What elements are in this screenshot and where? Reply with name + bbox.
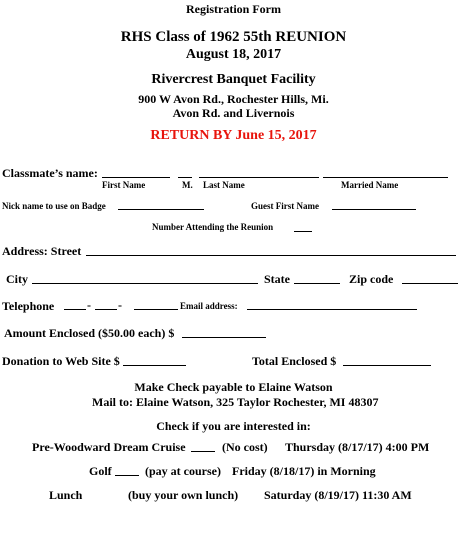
middle-initial-field[interactable] bbox=[178, 177, 192, 178]
event-title: RHS Class of 1962 55th REUNION bbox=[120, 29, 347, 45]
email-label: Email address: bbox=[180, 301, 238, 311]
phone-prefix-field[interactable] bbox=[95, 309, 117, 310]
interest-item-when: Thursday (8/17/17) 4:00 PM bbox=[285, 440, 430, 454]
donation-field[interactable] bbox=[123, 365, 186, 366]
first-name-field[interactable] bbox=[102, 177, 170, 178]
interest-item-cost: (No cost) bbox=[222, 440, 268, 454]
mail-to-text: Mail to: Elaine Watson, 325 Taylor Rochester, MI 48307 bbox=[92, 395, 379, 409]
interest-item-cost: (pay at course) bbox=[145, 464, 221, 478]
city-field[interactable] bbox=[32, 283, 258, 284]
state-label: State bbox=[264, 272, 290, 286]
guest-first-name-label: Guest First Name bbox=[251, 201, 319, 211]
phone-line-number-field[interactable] bbox=[134, 309, 178, 310]
interest-item-cost: (buy your own lunch) bbox=[128, 488, 239, 502]
amount-enclosed-label: Amount Enclosed ($50.00 each) $ bbox=[4, 326, 175, 340]
return-by-notice: RETURN BY June 15, 2017 bbox=[150, 128, 317, 143]
event-date: August 18, 2017 bbox=[185, 47, 282, 62]
interest-item-name: Golf bbox=[89, 464, 112, 478]
venue-address: 900 W Avon Rd., Rochester Hills, Mi. bbox=[138, 92, 329, 106]
number-attending-label: Number Attending the Reunion bbox=[152, 222, 274, 232]
interest-item-name: Lunch bbox=[49, 488, 83, 502]
last-name-caption: Last Name bbox=[203, 180, 245, 190]
golf-checkbox[interactable] bbox=[115, 475, 139, 476]
venue-name: Rivercrest Banquet Facility bbox=[151, 72, 316, 87]
phone-area-code-field[interactable] bbox=[64, 309, 86, 310]
city-label: City bbox=[6, 272, 28, 286]
married-name-caption: Married Name bbox=[341, 180, 399, 190]
zip-code-label: Zip code bbox=[349, 272, 394, 286]
married-name-field[interactable] bbox=[323, 177, 448, 178]
interests-heading: Check if you are interested in: bbox=[156, 419, 311, 433]
number-attending-field[interactable] bbox=[294, 231, 312, 232]
interest-item-when: Friday (8/18/17) in Morning bbox=[232, 464, 376, 478]
zip-code-field[interactable] bbox=[402, 283, 458, 284]
phone-dash-1: - bbox=[87, 298, 91, 312]
middle-initial-caption: M. bbox=[182, 180, 193, 190]
dream-cruise-checkbox[interactable] bbox=[191, 451, 215, 452]
guest-first-name-field[interactable] bbox=[332, 209, 416, 210]
first-name-caption: First Name bbox=[102, 180, 146, 190]
classmate-name-label: Classmate’s name: bbox=[2, 166, 98, 180]
phone-dash-2: - bbox=[118, 298, 122, 312]
email-field[interactable] bbox=[247, 309, 417, 310]
amount-enclosed-field[interactable] bbox=[182, 337, 266, 338]
total-enclosed-label: Total Enclosed $ bbox=[252, 354, 337, 368]
total-enclosed-field[interactable] bbox=[343, 365, 431, 366]
address-street-label: Address: Street bbox=[2, 244, 82, 258]
last-name-field[interactable] bbox=[199, 177, 319, 178]
nickname-label: Nick name to use on Badge bbox=[2, 201, 106, 211]
form-title: Registration Form bbox=[186, 2, 281, 16]
street-field[interactable] bbox=[86, 255, 456, 256]
interest-item-name: Pre-Woodward Dream Cruise bbox=[32, 440, 186, 454]
nickname-field[interactable] bbox=[118, 209, 204, 210]
payable-to-text: Make Check payable to Elaine Watson bbox=[134, 380, 333, 394]
interest-item-when: Saturday (8/19/17) 11:30 AM bbox=[264, 488, 412, 502]
donation-label: Donation to Web Site $ bbox=[2, 354, 120, 368]
venue-cross-streets: Avon Rd. and Livernois bbox=[172, 106, 295, 120]
telephone-label: Telephone bbox=[2, 299, 55, 313]
state-field[interactable] bbox=[294, 283, 340, 284]
